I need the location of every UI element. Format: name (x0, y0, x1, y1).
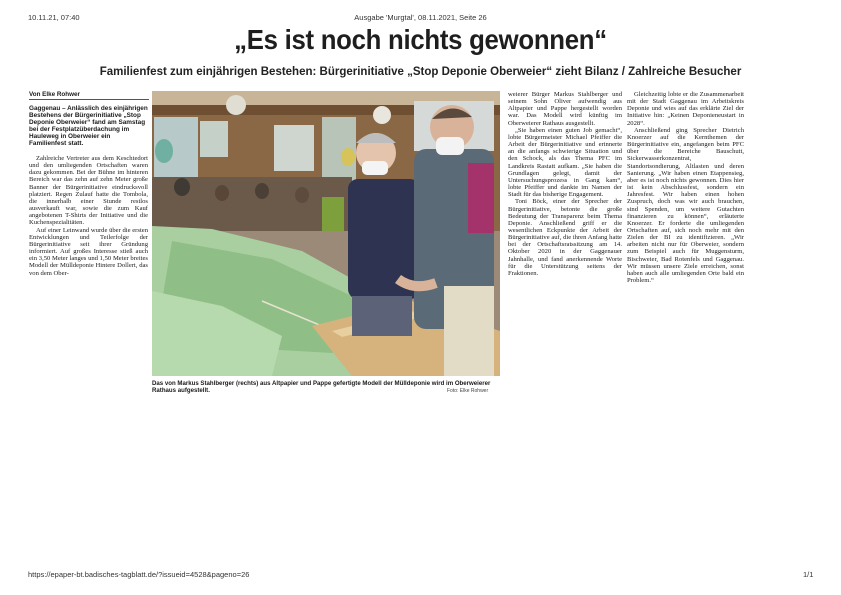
photo-credit: Foto: Elke Rohwer (447, 388, 489, 394)
article-lead: Gaggenau – Anlässlich des einjährigen Bestehens der Bürgerinitiative „Stop Deponie Oberweier“ fand am Samstag bei der Festplatzüberdachung im Hauleweg in Oberweier ein Familienfest statt. (29, 105, 148, 147)
print-datetime: 10.11.21, 07:40 (28, 13, 80, 22)
article-paragraph: weierer Bürger Markus Stahlberger und seinem Sohn Oliver aufwendig aus Altpapier und Pappe hergestellt worden war. Das Modell wird künftig im Oberweierer Rathaus ausgestellt. (508, 91, 622, 127)
article-paragraph: Toni Böck, einer der Sprecher der Bürgerinitiative, betonte die große Bedeutung der Transparenz beim Thema Deponie. Anschließend griff er die wesentlichen Eckpunkte der Arbeit der Bürgerinitiative auf, die ihren Anfang hatte bei der Ortschaftsratssitzung am 14. Oktober 2020 in der Gaggenauer Jahnhalle, und fand anerkennende Worte für die Unterstützung seitens der Fraktionen. (508, 198, 622, 277)
article-paragraph: Zahlreiche Vertreter aus dem Keschtedort und den umliegenden Ortschaften waren dazu gekommen. Bei der Bühne im hinteren Bereich war das zehn auf zehn Meter große Banner der Bürgerinitiative eindrucksvoll platziert. Regen Zulauf hatte die Tombola, die innerhalb einer Stunde restlos ausverkauft war, sowie die zum Kauf angebotenen T-Shirts der Initiative und die Kuchenspezialitäten. (29, 155, 148, 227)
photo-caption: Das von Markus Stahlberger (rechts) aus Altpapier und Pappe gefertigte Modell der Mülldeponie wird im Oberweierer Rathaus aufgestellt. (152, 380, 491, 394)
article-paragraph: „Sie haben einen guten Job gemacht“, lobte Bürgermeister Michael Pfeiffer die Arbeit der Bürgerinitiative und erinnerte an die anfangs schwierige Situation und den Schock, als das Thema PFC im Landkreis Rastatt aufkam. „Sie haben die Grundlagen gelegt, damit der Untersuchungsprozess in Gang kam“, lobte Pfeiffer und dankte im Namen der Stadt für das bisherige Engagement. (508, 126, 622, 199)
article-headline: „Es ist noch nichts gewonnen“ (234, 24, 607, 55)
page-url: https://epaper-bt.badisches-tagblatt.de/?issueid=4528&pageno=26 (28, 570, 250, 579)
article-author: Von Elke Rohwer (29, 91, 149, 100)
article-column-4 (627, 91, 744, 284)
article-paragraph: Auf einer Leinwand wurde über die ersten Entwicklungen und Teilerfolge der Bürgerinitiative seit ihrer Gründung informiert. Auf großes Interesse stieß auch ein 3,50 Meter langes und 1,50 Meter breites Modell der Mülldeponie Hintere Dollert, das von dem Ober- (29, 226, 148, 277)
edition-info: Ausgabe 'Murgtal', 08.11.2021, Seite 26 (354, 13, 487, 22)
article-paragraph: Gleichzeitig lobte er die Zusammenarbeit mit der Stadt Gaggenau im Arbeitskreis Deponie und wies auf das erklärte Ziel der Initiative hin: „Keinen Deponieneustart in 2028“. (627, 91, 744, 127)
photo-illustration (152, 91, 500, 376)
article-column-1 (29, 105, 148, 277)
page-count: 1/1 (803, 570, 814, 579)
article-subheadline: Familienfest zum einjährigen Bestehen: Bürgerinitiative „Stop Deponie Oberweier“ zieht Bilanz / Zahlreiche Besucher (99, 66, 742, 78)
article-paragraph: Anschließend ging Sprecher Dietrich Knoerzer auf die Kernthemen der Bürgerinitiative ein, angefangen beim PFC über die Bereiche Bauschutt, Sickerwasserkonzentrat, Standortsondierung, Altlasten und deren Sanierung. „Wir haben einen Etappensieg, aber es ist noch nichts gewonnen. Dies hier ist kein Abschlussfest, sondern ein Jahresfest. Wir haben einen hohen Zuspruch, doch was wir auch brauchen, sind Spenden, um weitere Gutachten finanzieren zu können“, erläuterte Knoerzer. Er forderte die umliegenden Ortschaften auf, sich noch mehr mit den Zielen der BI zu identifizieren. „Wir arbeiten nicht nur für Oberweier, sondern zum Beispiel auch für Muggensturm, Bischweier, Bad Rotenfels und Gaggenau. Wir müssen unsere Ziele erreichen, sonst haben auch alle umliegenden Orte bald ein Problem.“ (627, 126, 744, 285)
article-column-3 (508, 91, 622, 277)
article-photo (152, 91, 500, 376)
